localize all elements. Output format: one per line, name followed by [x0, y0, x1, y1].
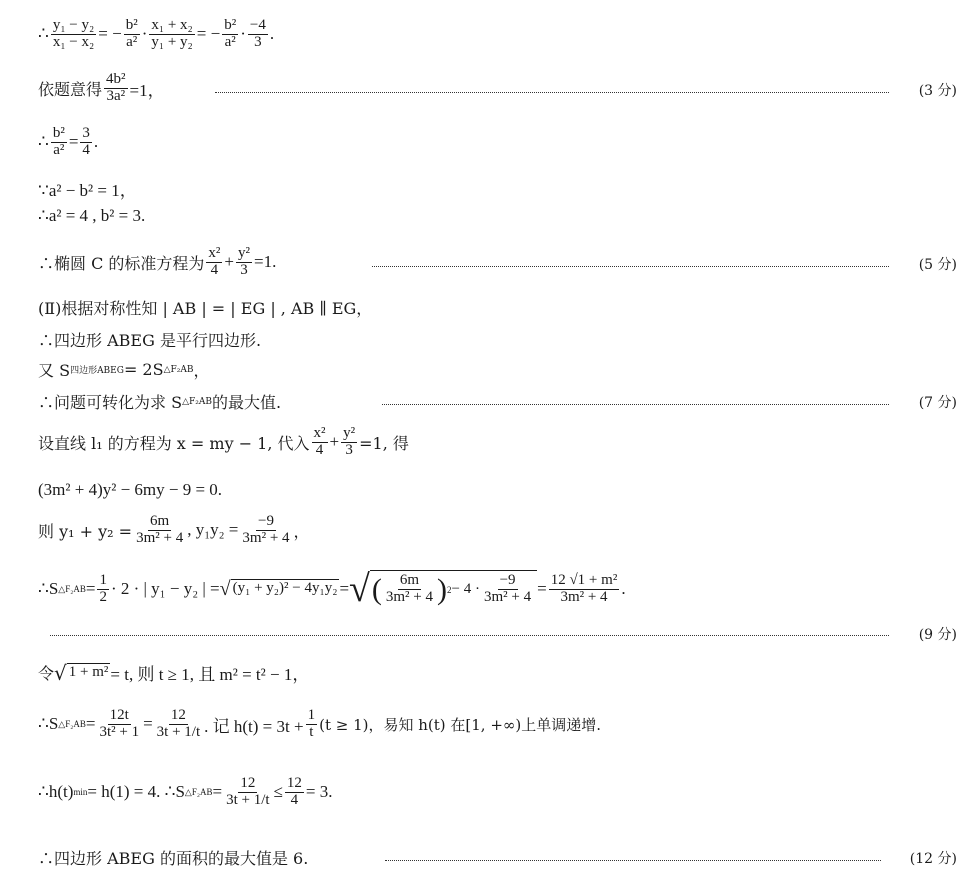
fraction: $\frac{-9}{\text{3m² + 4}}$ [242, 513, 290, 546]
fraction: $\frac{-4}{3}$ [249, 17, 266, 50]
dotted-leader [215, 92, 889, 93]
score-label: (7 分) [915, 392, 957, 412]
eq-line-13: 则 y₁ + y₂ = $\frac{6m}{\text{3m² + 4}}$ , y₁y₂ = $\frac{-9}{\text{3m² + 4}}$ ， [38, 513, 310, 546]
eq-line-15: 令 √ 1 + m² = t, 则 t ≥ 1, 且 m² = t² − 1， [38, 660, 310, 685]
fraction: $\frac{\text{4b²}}{\text{3a²}}$ [106, 71, 126, 104]
eq-line-3: ∴ $\frac{\text{b²}}{\text{a²}}$ = $\frac{3}{4}$ . [38, 125, 99, 158]
score-label: (9 分) [915, 624, 957, 644]
fraction: $\frac{1}{t}$ [307, 707, 316, 740]
eq-line-10: ∴问题可转化为求 S △F₂AB 的最大值. [38, 393, 282, 412]
fraction: $\frac{12}{3t + 1/t}$ [226, 775, 270, 808]
fraction: $\frac{12t}{\text{3t² + 1}}$ [99, 707, 140, 740]
fraction: $\frac{-9}{\text{3m² + 4}}$ [483, 572, 532, 605]
eq-line-4: ∵a² − b² = 1， [38, 181, 137, 200]
dotted-leader [385, 860, 881, 861]
eq-line-16: ∴S △F₂AB = $\frac{12t}{\text{3t² + 1}}$ = $\frac{12}{3t + 1/t}$ . 记 h(t) = 3t + $\frac{1}{t}$ (t ≥ 1)，易知 h(t) 在[1, +∞)上单调递增. [38, 707, 602, 740]
eq-line-9: 又 S 四边形ABEG = 2S △F₂AB ， [38, 360, 210, 380]
eq-line-5: ∴a² = 4 , b² = 3. [38, 206, 146, 225]
fraction: $\frac{12}{4}$ [286, 775, 302, 808]
fraction: $\frac{\text{x²}}{4}$ [313, 425, 326, 458]
eq-line-14: ∴S △F₂AB = $\frac{1}{2}$ · 2 · | y₁ − y₂ | = √ (y₁ + y₂)² − 4y₁y₂ = √ ( $\frac{6m}{\text{3m² + 4}}$ ) 2 − 4 · $\frac{-9}{\text{3m² + 4}}$ = $\frac{\text{12 √1 + m²}}{\text{3m² + 4}}$ . [38, 568, 626, 610]
sqrt: √ (y₁ + y₂)² − 4y₁y₂ [219, 578, 338, 600]
eq-line-1: ∴ $\frac{\text{y₁ − y₂}}{\text{x₁ − x₂}}$ = − $\frac{\text{b²}}{\text{a²}}$ · $\frac{\text{x₁ + x₂}}{\text{y₁ + y₂}}$ = − $\frac{\text{b²}}{\text{a²}}$ · $\frac{-4}{3}$ . [38, 17, 275, 50]
fraction: $\frac{\text{b²}}{\text{a²}}$ [224, 17, 237, 50]
eq-line-17: ∴h(t) min = h(1) = 4. ∴S △F₂AB = $\frac{12}{3t + 1/t}$ ≤ $\frac{12}{4}$ = 3. [38, 775, 333, 808]
sqrt: √ 1 + m² [54, 660, 109, 685]
eq-line-2: 依题意得 $\frac{\text{4b²}}{\text{3a²}}$ =1， [38, 71, 165, 104]
fraction: $\frac{\text{y²}}{3}$ [343, 425, 356, 458]
eq-line-18: ∴四边形 ABEG 的面积的最大值是 6. [38, 849, 309, 868]
fraction: $\frac{\text{y₁ − y₂}}{\text{x₁ − x₂}}$ [52, 17, 95, 50]
fraction: $\frac{1}{2}$ [99, 571, 107, 605]
fraction: $\frac{\text{x²}}{4}$ [208, 245, 221, 278]
eq-line-8: ∴四边形 ABEG 是平行四边形. [38, 331, 262, 350]
score-label: (12 分) [906, 848, 957, 868]
eq-line-12: (3m² + 4)y² − 6my − 9 = 0. [38, 480, 223, 499]
therefore-symbol: ∴ [38, 24, 49, 44]
fraction: $\frac{\text{x₁ + x₂}}{\text{y₁ + y₂}}$ [151, 17, 193, 50]
fraction: $\frac{\text{12 √1 + m²}}{\text{3m² + 4}}$ [550, 571, 618, 605]
fraction: $\frac{6m}{\text{3m² + 4}}$ [136, 513, 184, 546]
score-label: (3 分) [915, 80, 957, 100]
dotted-leader [372, 266, 889, 267]
fraction: $\frac{\text{b²}}{\text{a²}}$ [125, 17, 138, 50]
fraction: $\frac{\text{b²}}{\text{a²}}$ [52, 125, 65, 158]
fraction: $\frac{3}{4}$ [82, 125, 90, 158]
sqrt: √ ( $\frac{6m}{\text{3m² + 4}}$ ) 2 − 4 · $\frac{-9}{\text{3m² + 4}}$ [349, 570, 537, 608]
fraction: $\frac{12}{3t + 1/t}$ [156, 707, 201, 740]
dotted-leader [50, 635, 889, 636]
fraction: $\frac{6m}{\text{3m² + 4}}$ [385, 572, 434, 605]
eq-line-6: ∴椭圆 C 的标准方程为 $\frac{\text{x²}}{4}$ + $\frac{\text{y²}}{3}$ =1. [38, 245, 277, 278]
eq-line-7: (Ⅱ)根据对称性知 | AB | = | EG | , AB ∥ EG， [38, 299, 373, 318]
fraction: $\frac{\text{y²}}{3}$ [238, 245, 251, 278]
dotted-leader [382, 404, 889, 405]
score-label: (5 分) [915, 254, 957, 274]
eq-line-11: 设直线 l₁ 的方程为 x = my − 1, 代入 $\frac{\text{x²}}{4}$ + $\frac{\text{y²}}{3}$ =1, 得 [38, 425, 409, 458]
